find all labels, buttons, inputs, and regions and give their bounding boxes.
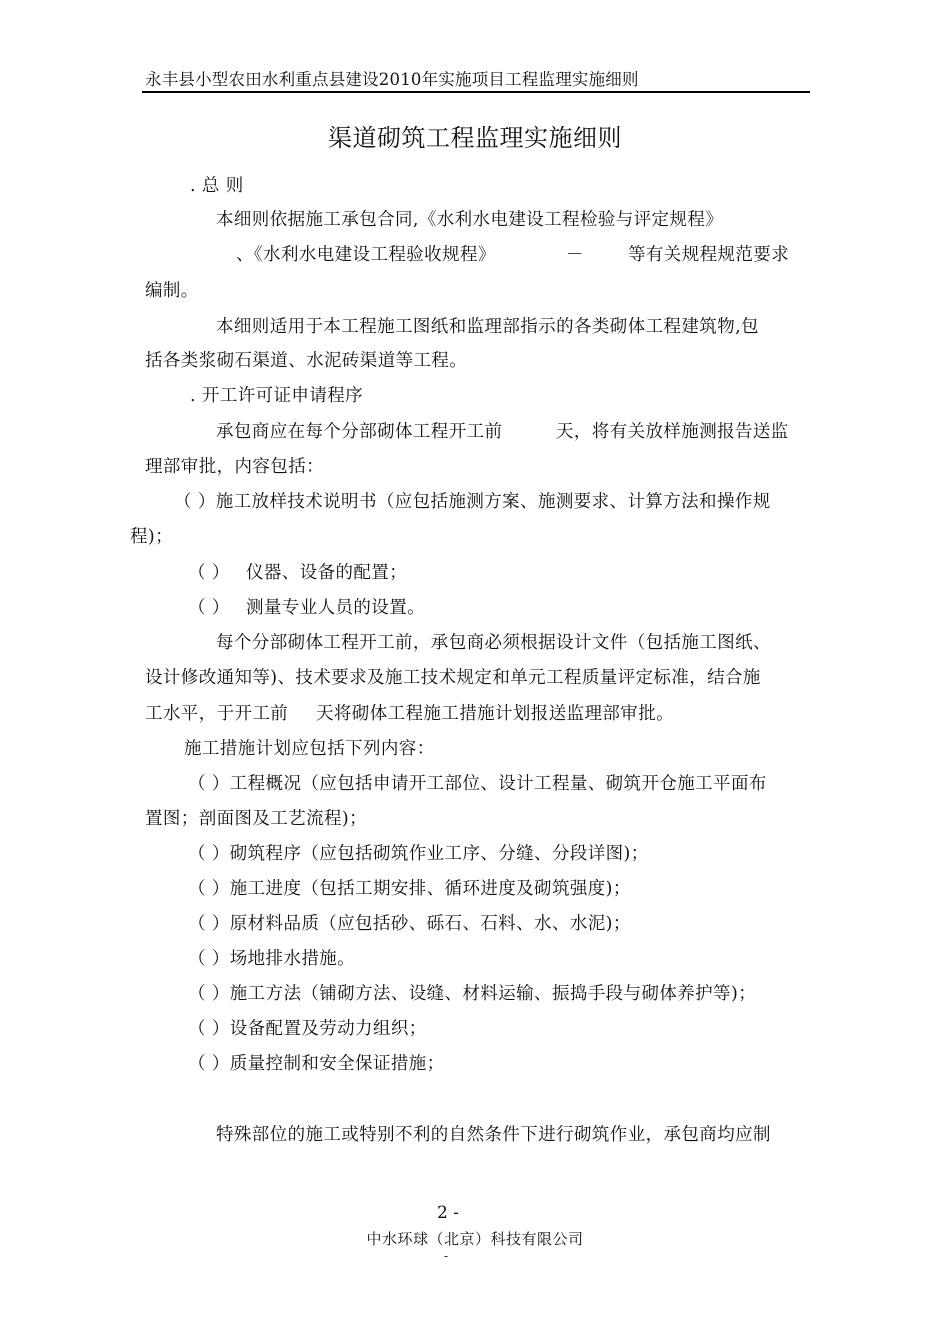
paragraph-line: 理部审批，内容包括：	[145, 457, 324, 477]
paragraph-line: 天将砌体工程施工措施计划报送监理部审批。	[316, 704, 674, 724]
paragraph-line: 天，将有关放样施测报告送监	[556, 422, 789, 442]
paragraph-line: 置图；剖面图及工艺流程)；	[145, 809, 368, 829]
footer-company: 中水环球（北京）科技有限公司	[366, 1230, 584, 1248]
paragraph-line: 括各类浆砌石渠道、水泥砖渠道等工程。	[145, 351, 468, 371]
footer-dash: -	[444, 1249, 449, 1263]
paragraph-line: 施工措施计划应包括下列内容：	[184, 739, 435, 759]
list-item-marker: （ ）	[188, 598, 230, 618]
list-item: （ ）施工放样技术说明书（应包括施测方案、施测要求、计算方法和操作规	[174, 492, 771, 512]
paragraph-line: 等有关规程规范要求	[628, 245, 790, 265]
list-item: （ ）原材料品质（应包括砂、砾石、石料、水、水泥)；	[188, 914, 631, 934]
list-item: （ ）施工方法（铺砌方法、设缝、材料运输、振捣手段与砌体养护等)；	[188, 984, 757, 1004]
paragraph-line: 、《水利水电建设工程验收规程》	[236, 245, 496, 265]
list-item: 仪器、设备的配置；	[246, 563, 408, 583]
page-number: 2 -	[437, 1203, 459, 1223]
list-item: （ ）设备配置及劳动力组织；	[188, 1019, 427, 1039]
paragraph-line: 每个分部砌体工程开工前，承包商必须根据设计文件（包括施工图纸、	[216, 633, 771, 653]
paragraph-line: 承包商应在每个分部砌体工程开工前	[216, 422, 503, 442]
list-item-marker: （ ）	[188, 563, 230, 583]
section-heading-general: . 总 则	[190, 176, 244, 196]
list-item: （ ）质量控制和安全保证措施；	[188, 1054, 445, 1074]
paragraph-line: 程)；	[130, 527, 174, 547]
section-heading-permit: . 开工许可证申请程序	[190, 386, 364, 406]
list-item: 测量专业人员的设置。	[246, 598, 425, 618]
list-item: （ ）工程概况（应包括申请开工部位、设计工程量、砌筑开仓施工平面布	[188, 774, 767, 794]
header-rule	[142, 91, 810, 93]
document-title: 渠道砌筑工程监理实施细则	[328, 124, 622, 152]
paragraph-dash: －	[566, 245, 584, 265]
list-item: （ ）场地排水措施。	[188, 949, 356, 969]
paragraph-line: 编制。	[145, 281, 199, 301]
paragraph-line: 工水平，于开工前	[145, 704, 289, 724]
list-item: （ ）砌筑程序（应包括砌筑作业工序、分缝、分段详图)；	[188, 844, 649, 864]
paragraph-line: 本细则依据施工承包合同,《水利水电建设工程检验与评定规程》	[216, 210, 724, 230]
running-header: 永丰县小型农田水利重点县建设2010年实施项目工程监理实施细则	[145, 70, 639, 89]
paragraph-line: 本细则适用于本工程施工图纸和监理部指示的各类砌体工程建筑物,包	[216, 317, 759, 337]
list-item: （ ）施工进度（包括工期安排、循环进度及砌筑强度)；	[188, 879, 631, 899]
paragraph-line: 特殊部位的施工或特别不利的自然条件下进行砌筑作业，承包商均应制	[216, 1125, 771, 1145]
paragraph-line: 设计修改通知等)、技术要求及施工技术规定和单元工程质量评定标准，结合施	[145, 668, 761, 688]
